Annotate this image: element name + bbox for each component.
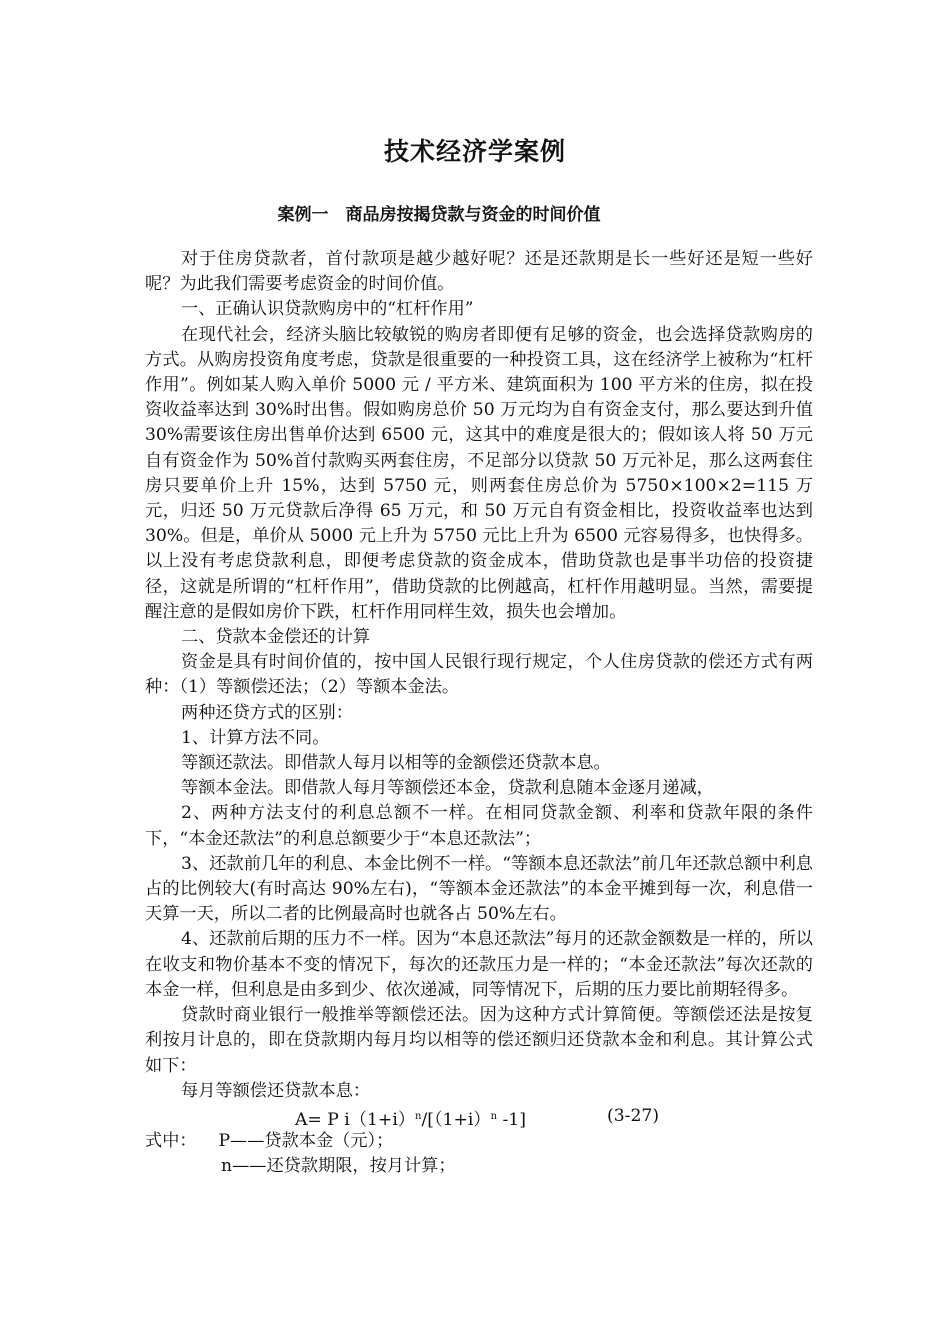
definition-principal: 式中： P——贷款本金（元）；	[145, 1131, 394, 1152]
formula-number: (3-27)	[607, 1105, 660, 1126]
section-heading-repayment: 二、贷款本金偿还的计算	[181, 627, 371, 648]
paragraph-differences-heading: 两种还贷方式的区别：	[181, 702, 353, 723]
list-item-difference-1: 1、计算方法不同。	[181, 727, 330, 748]
paragraph-intro: 对于住房贷款者，首付款项是越少越好呢？还是还款期是长一些好还是短一些好呢？为此我们需要考虑资金的时间价值。	[145, 249, 813, 295]
paragraph-equal-principal: 等额本金法。即借款人每月等额偿还本金，贷款利息随本金逐月递减，	[181, 778, 714, 799]
paragraph-repayment-methods: 资金是具有时间价值的，按中国人民银行现行规定，个人住房贷款的偿还方式有两种：（1）等额偿还法；（2）等额本金法。	[145, 652, 813, 698]
list-item-difference-3: 3、还款前几年的利息、本金比例不一样。“等额本息还款法”前几年还款总额中利息占的比例较大(有时高达 90%左右)，“等额本金还款法”的本金平摊到每一次，利息借一天算一天，所以二者的比例最高时也就各占 50%左右。	[145, 853, 813, 925]
formula-expression: A= P $i(1+i)^n/[(1+i)^n$ -1]	[295, 1109, 526, 1130]
case-subtitle: 案例一 商品房按揭贷款与资金的时间价值	[277, 205, 601, 225]
paragraph-formula-intro: 每月等额偿还贷款本息：	[181, 1080, 371, 1101]
document-body	[145, 247, 813, 1180]
paragraph-bank-recommendation: 贷款时商业银行一般推举等额偿还法。因为这种方式计算简便。等额偿还法是按复利按月计息的，即在贷款期内每月均以相等的偿还额归还贷款本金和利息。其计算公式如下：	[145, 1005, 813, 1076]
section-heading-leverage: 一、正确认识贷款购房中的“杠杆作用”	[181, 299, 474, 320]
paragraph-leverage: 在现代社会，经济头脑比较敏锐的购房者即便有足够的资金，也会选择贷款购房的方式。从购房投资角度考虑，贷款是很重要的一种投资工具，这在经济学上被称为“杠杆作用”。例如某人购入单价 5000 元 / 平方米、建筑面积为 100 平方米的住房，拟在投资收益率达到 30%时出售。假如购房总价 50 万元均为自有资金支付，那么要达到升值 30%需要该住房出售单价达到 6500 元，这其中的难度是很大的；假如该人将 50 万元自有资金作为 50%首付款购买两套住房，不足部分以贷款 50 万元补足，那么这两套住房只要单价上升 15%，达到 5750 元，则两套住房总价为 5750×100×2=115 万元，归还 50 万元贷款后净得 65 万元，和 50 万元自有资金相比，投资收益率也达到 30%。但是，单价从 5000 元上升为 5750 元比上升为 6500 元容易得多，也快得多。 以上没有考虑贷款利息，即便考虑贷款的资金成本，借助贷款也是事半功倍的投资捷径，这就是所谓的“杠杆作用”，借助贷款的比例越高，杠杆作用越明显。当然，需要提醒注意的是假如房价下跌，杠杆作用同样生效，损失也会增加。	[145, 324, 813, 622]
document-title: 技术经济学案例	[383, 137, 566, 166]
list-item-difference-2: 2、两种方法支付的利息总额不一样。在相同贷款金额、利率和贷款年限的条件下，“本金还款法”的利息总额要少于“本息还款法”；	[145, 803, 813, 849]
formula-line	[145, 1104, 813, 1129]
list-item-difference-4: 4、还款前后期的压力不一样。因为“本息还款法”每月的还款金额数是一样的，所以在收支和物价基本不变的情况下，每次的还款压力是一样的；“本金还款法”每次还款的本金一样，但利息是由多到少、依次递减，同等情况下，后期的压力要比前期轻得多。	[145, 929, 813, 1000]
paragraph-equal-payment: 等额还款法。即借款人每月以相等的金额偿还贷款本息。	[181, 753, 611, 774]
definition-lead: 式中：	[145, 1131, 197, 1152]
definition-term: n——还贷款期限，按月计算；	[221, 1156, 456, 1177]
